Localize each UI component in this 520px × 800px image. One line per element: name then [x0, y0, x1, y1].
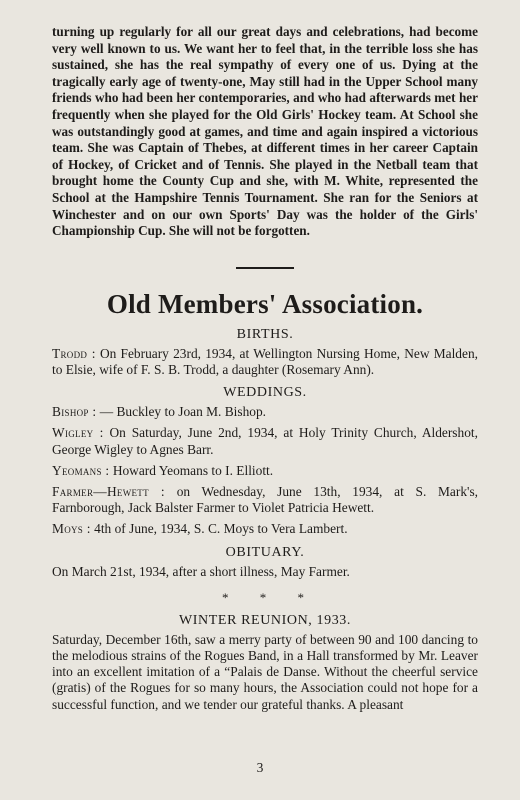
entry-text: On Saturday, June 2nd, 1934, at Holy Trinity Church, Aldershot, George Wigley to Agnes Barr.: [52, 425, 478, 457]
entry-text: 4th of June, 1934, S. C. Moys to Vera Lambert.: [94, 521, 348, 537]
wedding-entry: [52, 404, 478, 420]
obituary-heading: OBITUARY.: [225, 544, 305, 560]
section-divider: [236, 267, 294, 269]
births-heading: BIRTHS.: [236, 326, 294, 342]
entry-name: Farmer—Hewett :: [52, 483, 165, 499]
reunion-paragraph: Saturday, December 16th, saw a merry party of between 90 and 100 dancing to the melodious strains of the Rogues Band, in a Hall transformed by Mr. Leaver into an excellent imitation of a “Palais de Danse. Without the cheerful service (gratis) of the Rogues for so many hours, the Association could not hope for a successful function, and we tender our grateful thanks. A pleasant: [52, 631, 478, 712]
weddings-heading: WEDDINGS.: [223, 385, 307, 401]
entry-name: Moys :: [52, 521, 91, 537]
intro-paragraph: turning up regularly for all our great days and celebrations, had become very well known to us. We want her to feel that, in the terrible loss she has sustained, she has the real sympathy of every one of us. Dying at the tragically early age of twenty-one, May still had in the Upper School many friends who had been her contemporaries, and who had afterwards met her frequently when she played for the Old Girls' Hockey team. At School she was outstandingly good at games, and time and again inspired a victorious team. She was Captain of Thebes, at different times in her career Captain of Hockey, of Cricket and of Tennis. She played in the Netball team that brought home the County Cup and she, with M. White, represented the School at the Hampshire Tennis Tournament. She ran for the Seniors at Winchester and on our own Sports' Day was the holder of the Girls' Championship Cup. She will not be forgotten.: [52, 24, 478, 239]
wedding-entry: [52, 463, 478, 479]
separator-stars: * * *: [222, 589, 318, 605]
birth-entry: [52, 346, 478, 378]
wedding-entry: [52, 484, 478, 516]
entry-text: On February 23rd, 1934, at Wellington Nursing Home, New Malden, to Elsie, wife of F. S. B. Trodd, a daughter (Rosemary Ann).: [52, 345, 478, 377]
entry-name: Trodd :: [52, 345, 96, 361]
wedding-entry: [52, 425, 478, 457]
entry-text: — Buckley to Joan M. Bishop.: [99, 404, 267, 420]
entry-name: Wigley :: [52, 425, 104, 441]
page-title: Old Members' Association.: [106, 288, 424, 319]
reunion-heading: WINTER REUNION, 1933.: [178, 612, 352, 628]
entry-name: Bishop :: [52, 404, 97, 420]
page-number: 3: [256, 760, 264, 775]
entry-text: Howard Yeomans to I. Elliott.: [112, 462, 274, 478]
wedding-entry: [52, 521, 478, 537]
obituary-entry: On March 21st, 1934, after a short illness, May Farmer.: [52, 563, 350, 579]
entry-name: Yeomans :: [52, 462, 110, 478]
entry-text: on Wednesday, June 13th, 1934, at S. Mark's, Farnborough, Jack Balster Farmer to Violet Patricia Hewett.: [52, 483, 478, 516]
